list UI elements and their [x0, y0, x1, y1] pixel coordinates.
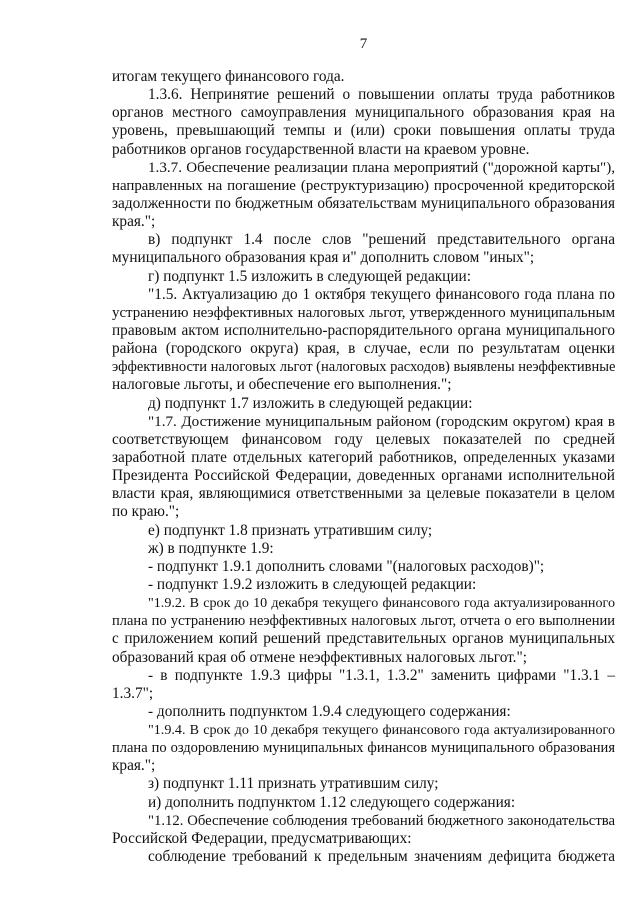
text-line: с приложением копий решений представительных органов муниципальных [112, 630, 615, 648]
text-line: работников органов государственной власти на краевом уровне. [112, 140, 530, 158]
text-line: соблюдение требований к предельным значениям дефицита бюджета [148, 848, 615, 866]
text-line: соответствующем финансовом году целевых показателей по средней [112, 430, 615, 448]
text-line: итогам текущего финансового года. [112, 68, 345, 85]
text-line: г) подпункт 1.5 изложить в следующей редакции: [148, 267, 471, 285]
text-line: - в подпункте 1.9.3 цифры "1.3.1, 1.3.2" заменить цифрами "1.3.1 – [148, 666, 615, 684]
text-line: "1.7. Достижение муниципальным районом (городским округом) края в [148, 413, 615, 430]
text-line: 1.3.7"; [112, 684, 154, 702]
text-line: - подпункт 1.9.1 дополнить словами "(налоговых расходов)"; [148, 557, 545, 575]
text-line: в) подпункт 1.4 после слов "решений представительного органа [148, 231, 615, 249]
text-line: - дополнить подпунктом 1.9.4 следующего содержания: [148, 702, 511, 720]
text-line: и) дополнить подпунктом 1.12 следующего содержания: [148, 793, 516, 811]
text-line: по краю."; [112, 503, 180, 521]
text-line: "1.9.4. В срок до 10 декабря текущего финансового года актуализированного [148, 722, 615, 739]
text-line: задолженности по бюджетным обязательствам муниципального образования [112, 194, 615, 212]
text-line: заработной плате отдельных категорий работников, определенных указами [112, 448, 615, 466]
text-line: д) подпункт 1.7 изложить в следующей редакции: [148, 394, 473, 412]
text-line: края."; [112, 213, 156, 231]
text-line: "1.5. Актуализацию до 1 октября текущего финансового года плана по [148, 285, 615, 303]
text-line: - подпункт 1.9.2 изложить в следующей редакции: [148, 575, 477, 593]
text-line: ж) в подпункте 1.9: [148, 539, 274, 557]
text-line: муниципального образования края и" дополнить словом "иных"; [112, 249, 535, 267]
text-line: направленных на погашение (реструктуризацию) просроченной кредиторской [112, 177, 615, 194]
text-line: органов местного самоуправления муниципального образования края на [112, 104, 615, 122]
text-line: "1.12. Обеспечение соблюдения требований бюджетного законодательства [148, 812, 615, 829]
text-line: з) подпункт 1.11 признать утратившим силу; [148, 775, 439, 793]
text-line: плана по оздоровлению муниципальных финансов муниципального образования [112, 740, 615, 757]
text-line: района (городского округа) края, в случае, если по результатам оценки [112, 340, 615, 358]
text-line: правовым актом исполнительно-распорядительного органа муниципального [112, 321, 615, 339]
page-number: 7 [359, 36, 368, 52]
text-line: Российской Федерации, предусматривающих: [112, 829, 412, 847]
text-line: уровень, превышающий темпы и (или) сроки повышения оплаты труда [112, 122, 615, 140]
text-line: власти края, являющимися ответственными за целевые показатели в целом [112, 485, 615, 503]
text-line: плана по устранению неэффективных налоговых льгот, отчета о его выполнении [112, 613, 615, 630]
document-body [112, 68, 615, 866]
text-line: Президента Российской Федерации, доведенных органами исполнительной [112, 467, 615, 485]
text-line: 1.3.6. Непринятие решений о повышении оплаты труда работников [148, 86, 615, 104]
text-line: устранению неэффективных налоговых льгот, утвержденного муниципальным [112, 304, 615, 321]
text-line: края."; [112, 757, 156, 775]
text-line: е) подпункт 1.8 признать утратившим силу; [148, 521, 433, 539]
text-line: эффективности налоговых льгот (налоговых расходов) выявлены неэффективные [112, 359, 616, 376]
text-line: образований края об отмене неэффективных налоговых льгот."; [112, 648, 527, 666]
text-line: "1.9.2. В срок до 10 декабря текущего финансового года актуализированного [148, 595, 615, 612]
text-line: налоговые льготы, и обеспечение его выполнения."; [112, 376, 452, 394]
text-line: 1.3.7. Обеспечение реализации плана мероприятий ("дорожной карты"), [148, 159, 615, 176]
